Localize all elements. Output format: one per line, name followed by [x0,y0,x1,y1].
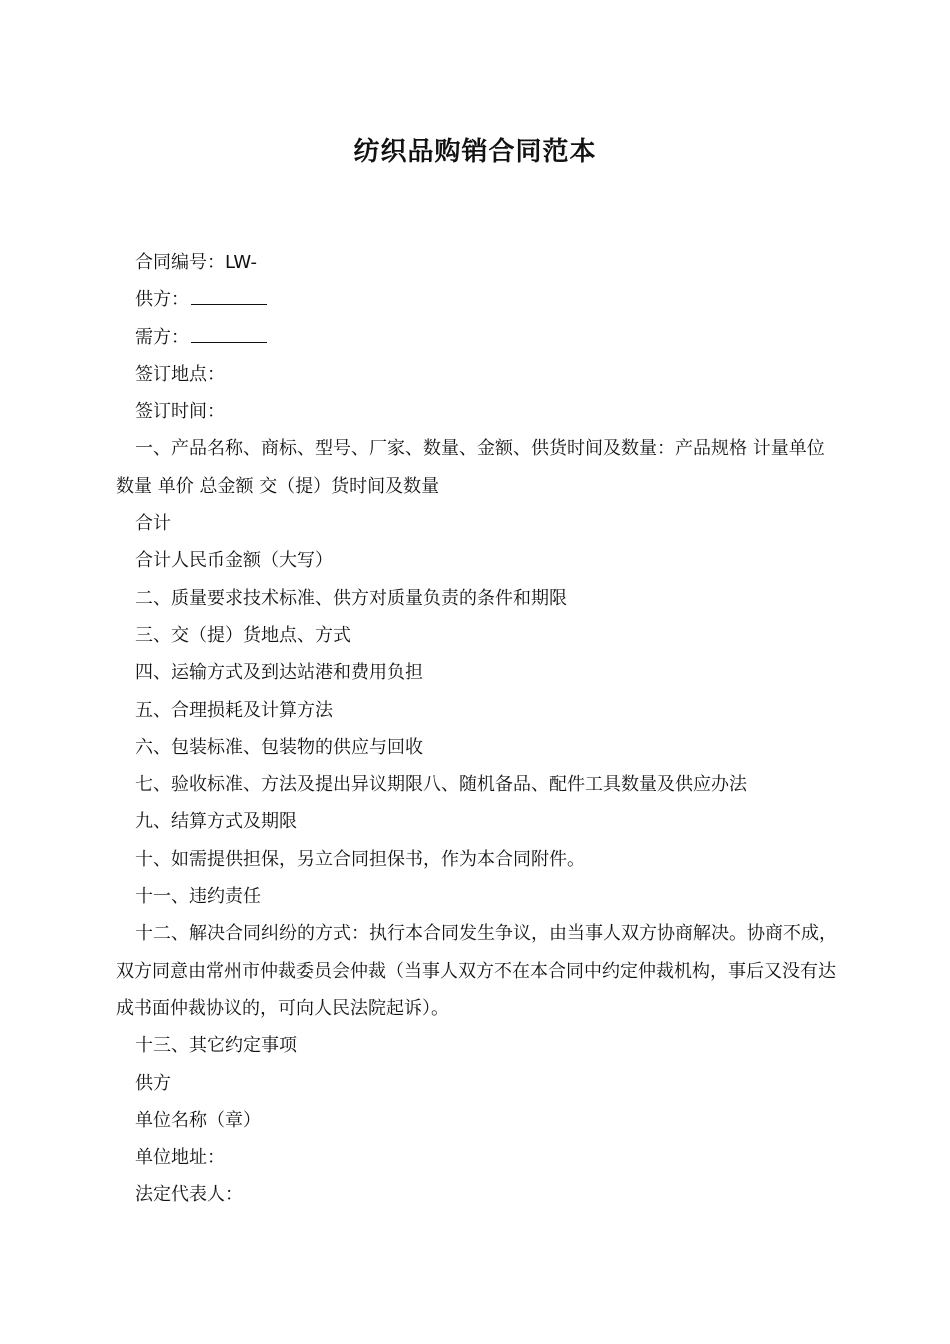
clause-4: 四、运输方式及到达站港和费用负担 [135,662,423,684]
clause-5: 五、合理损耗及计算方法 [135,699,333,721]
clause-12: 十二、解决合同纠纷的方式：执行本合同发生争议，由当事人双方协商解决。协商不成，双方同意由常州市仲裁委员会仲裁（当事人双方不在本合同中约定仲裁机构，事后又没有达成书面仲裁协议的，可向人民法院起诉）。 [116,923,837,1019]
clause-11: 十一、违约责任 [135,886,261,908]
clause-9: 九、结算方式及期限 [135,811,297,833]
clause-3: 三、交（提）货地点、方式 [135,624,351,646]
clause-2: 二、质量要求技术标准、供方对质量负责的条件和期限 [135,587,567,609]
clause-13: 十三、其它约定事项 [135,1035,297,1057]
contract-number-line: 合同编号：LW- [135,252,257,273]
clause-7: 七、验收标准、方法及提出异议期限八、随机备品、配件工具数量及供应办法 [135,774,747,796]
supplier-line [116,281,838,318]
supplier-label: 供方： [135,289,189,311]
signature-party: 供方 [135,1072,171,1094]
total-rmb-line: 合计人民币金额（大写） [135,550,333,572]
signature-unit-name: 单位名称（章） [135,1109,261,1131]
sign-place-line: 签订地点： [135,363,225,385]
clause-6: 六、包装标准、包装物的供应与回收 [135,736,423,758]
buyer-blank [191,320,267,343]
document-title: 纺织品购销合同范本 [353,137,597,167]
buyer-label: 需方： [135,326,189,348]
signature-unit-address: 单位地址： [135,1147,225,1169]
supplier-blank [191,282,267,305]
clause-1: 一、产品名称、商标、型号、厂家、数量、金额、供货时间及数量：产品规格 计量单位 数量 单价 总金额 交（提）货时间及数量 [116,438,825,497]
clause-10: 十、如需提供担保，另立合同担保书，作为本合同附件。 [135,848,585,870]
document-body [116,244,838,1214]
signature-legal-rep: 法定代表人： [135,1184,243,1206]
buyer-line [116,319,838,356]
total-line: 合计 [135,513,171,535]
sign-time-line: 签订时间： [135,401,225,423]
